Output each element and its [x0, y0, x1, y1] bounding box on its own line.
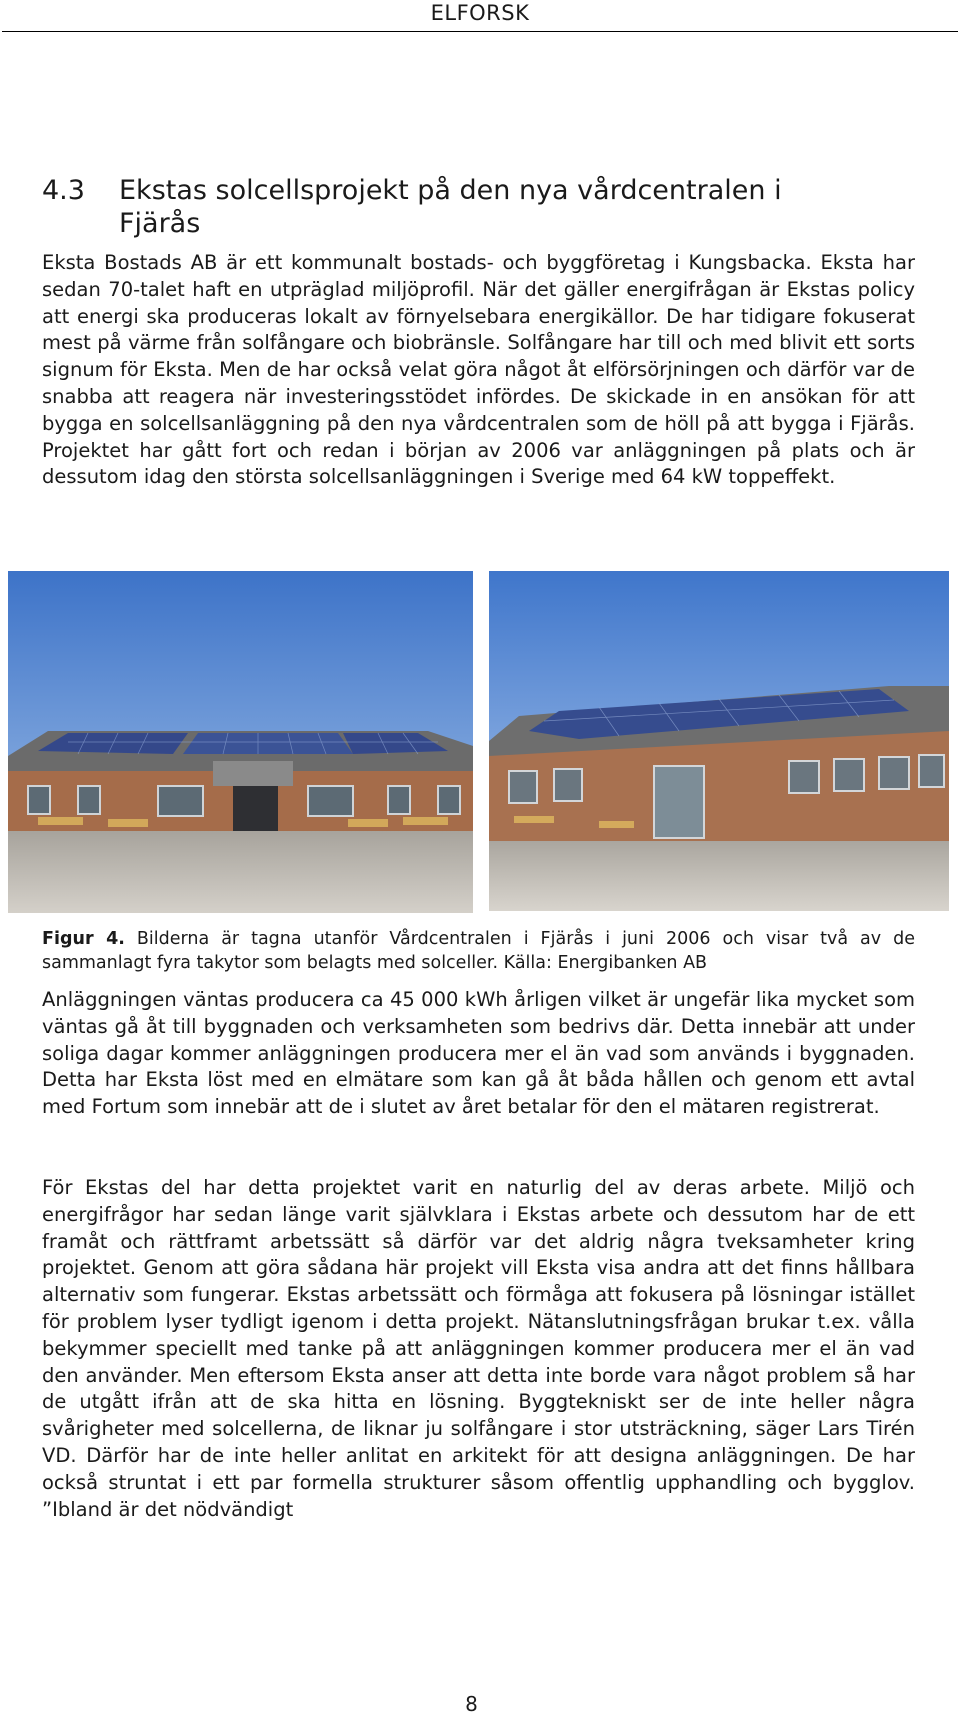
- figure-label: Figur 4.: [42, 929, 125, 949]
- paragraph-intro: Eksta Bostads AB är ett kommunalt bostads- och byggföretag i Kungsbacka. Eksta har sedan 70-talet haft en utpräglad miljöprofil. När det gäller energifrågan är Ekstas policy att energi ska produceras lokalt av förnyelsebara energikällor. De har tidigare fokuserat mest på värme från solfångare och biobränsle. Solfångare har till och med blivit ett sorts signum för Eksta. Men de har också velat göra något åt elförsörjningen och därför var de snabba att reagera när investeringsstödet infördes. De skickade in en ansökan för att bygga en solcellsanläggning på den nya vårdcentralen som de höll på att bygga i Fjärås. Projektet har gått fort och redan i början av 2006 var anläggningen på plats och är dessutom idag den största solcellsanläggningen i Sverige med 64 kW toppeffekt.: [42, 251, 915, 489]
- photo-health-center-entrance: [8, 571, 473, 913]
- page-number: 8: [465, 1692, 478, 1716]
- section-heading: [42, 174, 915, 240]
- figure-caption: [42, 927, 915, 975]
- photo-health-center-wing: [489, 571, 949, 911]
- section-title: Ekstas solcellsprojekt på den nya vårdcentralen i Fjärås: [119, 175, 782, 239]
- paragraph-production: Anläggningen väntas producera ca 45 000 kWh årligen vilket är ungefär lika mycket som väntas gå åt till byggnaden och verksamheten som bedrivs där. Detta innebär att under soliga dagar kommer anläggningen producera mer el än vad som används i byggnaden. Detta har Eksta löst med en elmätare som kan gå åt båda hållen och genom ett avtal med Fortum som innebär att de i slutet av året betalar för den el mätaren registrerat.: [42, 988, 915, 1119]
- header-rule: [2, 31, 958, 32]
- figure-caption-text: Bilderna är tagna utanför Vårdcentralen i Fjärås i juni 2006 och visar två av de sammanlagt fyra takytor som belagts med solceller. Källa: Energibanken AB: [42, 929, 915, 973]
- section-number: 4.3: [42, 175, 85, 206]
- running-header: ELFORSK: [430, 1, 530, 25]
- paragraph-eksta-approach: För Ekstas del har detta projektet varit en naturlig del av deras arbete. Miljö och energifrågor har sedan länge varit självklara i Ekstas arbete och dessutom har de ett framåt och rättframt arbetssätt så därför var det aldrig några tveksamheter kring projektet. Genom att göra sådana här projekt vill Eksta visa andra att det finns hållbara alternativ som fungerar. Ekstas arbetssätt och förmåga att fokusera på lösningar istället för problem lyser tydligt igenom i detta projekt. Nätanslutningsfrågan brukar t.ex. vålla bekymmer speciellt med tanke på att anläggningen kommer producera mer el än vad den använder. Men eftersom Eksta anser att detta inte borde vara något problem så har de utgått ifrån att de ska hitta en lösning. Byggtekniskt ser de inte heller några svårigheter med solcellerna, de liknar ju solfångare i stor utsträckning, säger Lars Tirén VD. Därför har de inte heller anlitat en arkitekt för att designa anläggningen. De har också struntat i ett par formella strukturer såsom offentlig upphandling och bygglov. ”Ibland är det nödvändigt: [42, 1176, 915, 1521]
